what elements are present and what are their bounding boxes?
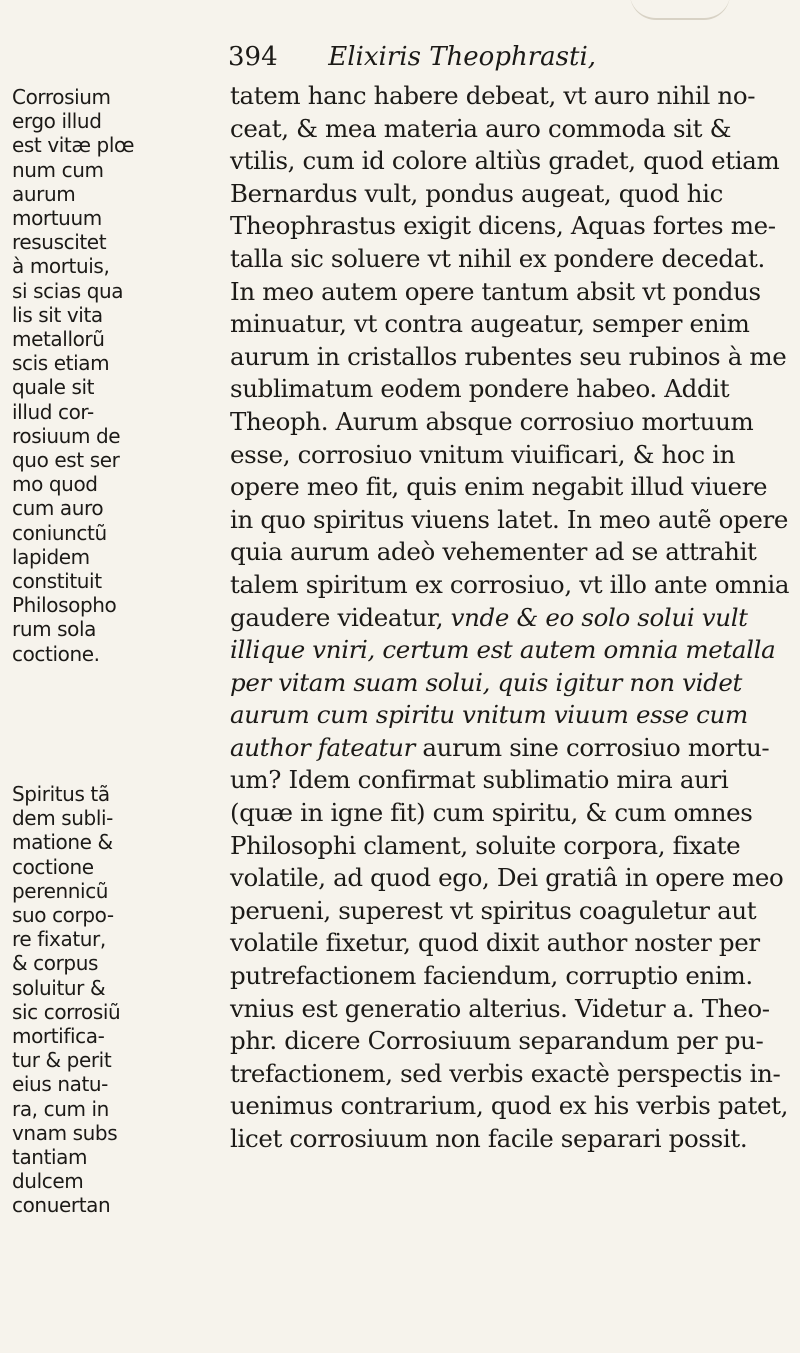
marginal-note-line: vnam subs [12, 1120, 118, 1145]
text-segment: opere meo fit, quis enim negabit illud viuere [230, 472, 768, 502]
text-segment: tatem hanc habere debeat, vt auro nihil no- [230, 81, 756, 110]
text-line [230, 960, 790, 993]
marginal-note-line: perennicũ [12, 878, 109, 903]
text-line [230, 1090, 790, 1123]
text-segment: vtilis, cum id colore altiùs gradet, quod etiam [230, 146, 780, 176]
text-segment: talla sic soluere vt nihil ex pondere decedat. [230, 243, 765, 273]
marginal-note-line: lis sit vita [12, 302, 103, 327]
marginal-note-line: quale sit [12, 375, 95, 400]
text-line [230, 373, 790, 406]
text-segment: esse, corrosiuo vnitum viuificari, & hoc in [230, 439, 736, 469]
text-line [230, 308, 790, 341]
text-segment: (quæ in igne fit) cum spiritu, & cum omnes [230, 798, 753, 828]
marginal-note-line: dulcem [12, 1169, 84, 1194]
text-line [230, 80, 790, 113]
text-line [230, 895, 790, 928]
text-segment: putrefactionem faciendum, corruptio enim. [230, 961, 753, 991]
marginal-note-line: constituit [12, 569, 102, 594]
text-line [230, 602, 790, 635]
text-line [230, 113, 790, 146]
text-line [230, 471, 790, 504]
text-line [230, 243, 790, 276]
marginal-note-corrosium [12, 85, 212, 666]
text-segment: In meo autem opere tantum absit vt pondus [230, 276, 761, 306]
text-line [230, 569, 790, 602]
text-line [230, 862, 790, 895]
italic-text-segment: illique vniri, certum est autem omnia metalla [230, 635, 776, 665]
marginal-note-line: est vitæ plœ [12, 133, 135, 158]
text-line [230, 1025, 790, 1058]
marginal-note-line: coctione [12, 854, 94, 879]
text-line [230, 406, 790, 439]
text-line [230, 797, 790, 830]
text-line [230, 341, 790, 374]
marginal-note-line: coctione. [12, 641, 100, 666]
text-segment: Theoph. Aurum absque corrosiuo mortuum [230, 406, 754, 436]
marginal-note-line: suo corpo- [12, 903, 114, 928]
marginal-note-line: scis etiam [12, 351, 110, 376]
marginal-note-line: eius natu- [12, 1072, 108, 1097]
marginal-note-line: num cum [12, 157, 104, 182]
italic-text-segment: author fateatur [230, 732, 415, 762]
text-line [230, 536, 790, 569]
marginal-note-line: resuscitet [12, 230, 107, 255]
marginal-note-line: Spiritus tã [12, 782, 110, 806]
italic-text-segment: aurum cum spiritu vnitum viuum esse cum [230, 700, 748, 730]
text-line [230, 667, 790, 700]
text-segment: talem spiritum ex corrosiuo, vt illo ante omnia [230, 569, 790, 599]
italic-text-segment: per vitam suam solui, quis igitur non videt [230, 667, 743, 697]
marginal-note-line: conuertan [12, 1193, 111, 1218]
page-smudge [630, 0, 730, 20]
running-head [228, 42, 748, 72]
marginal-note-line: tantiam [12, 1145, 88, 1170]
text-segment: Theophrastus exigit dicens, Aquas fortes me- [230, 211, 776, 241]
italic-text-segment: vnde & eo solo solui vult [450, 602, 748, 632]
text-segment: aurum in cristallos rubentes seu rubinos à me [230, 341, 787, 371]
marginal-note-line: quo est ser [12, 448, 120, 473]
text-segment: volatile fixetur, quod dixit author noster per [230, 928, 760, 958]
marginal-note-line: Philosopho [12, 593, 117, 618]
text-segment: trefactionem, sed verbis exactè perspectis in- [230, 1058, 781, 1088]
text-line [230, 699, 790, 732]
marginal-note-line: illud cor- [12, 399, 94, 424]
text-segment: minuatur, vt contra augeatur, semper enim [230, 309, 750, 339]
page-number: 394 [228, 42, 278, 72]
marginal-note-line: lapidem [12, 544, 90, 569]
marginal-note-line: rosiuum de [12, 423, 121, 448]
marginal-note-line: cum auro [12, 496, 104, 521]
text-line [230, 178, 790, 211]
marginal-note-line: rum sola [12, 617, 97, 642]
marginal-note-line: & corpus [12, 951, 98, 976]
marginal-note-line: aurum [12, 181, 76, 206]
text-line [230, 1058, 790, 1091]
text-segment: um? Idem confirmat sublimatio mira auri [230, 765, 729, 795]
running-title: Elixiris Theophrasti, [328, 42, 597, 72]
text-segment: vnius est generatio alterius. Videtur a. Theo- [230, 993, 770, 1023]
marginal-note-line: sic corrosiũ [12, 999, 121, 1024]
text-line [230, 993, 790, 1026]
text-segment: Philosophi clament, soluite corpora, fixate [230, 830, 741, 860]
text-line [230, 276, 790, 309]
text-line [230, 504, 790, 537]
text-segment: in quo spiritus viuens latet. In meo autẽ opere [230, 504, 789, 534]
marginal-note-line: mortuum [12, 206, 102, 231]
marginal-note-line: re fixatur, [12, 927, 106, 952]
text-line [230, 1123, 790, 1156]
marginal-note-line: metallorũ [12, 327, 105, 352]
text-segment: ceat, & mea materia auro commoda sit & [230, 113, 732, 143]
marginal-note-line: à mortuis, [12, 254, 110, 279]
text-line [230, 634, 790, 667]
marginal-note-line: mo quod [12, 472, 98, 497]
marginal-note-line: tur & perit [12, 1048, 112, 1073]
text-segment: perueni, superest vt spiritus coaguletur aut [230, 895, 757, 925]
text-line [230, 830, 790, 863]
text-segment: aurum sine corrosiuo mortu- [414, 732, 770, 762]
marginal-note-line: dem subli- [12, 806, 113, 831]
text-segment: Bernardus vult, pondus augeat, quod hic [230, 178, 724, 208]
text-segment: licet corrosiuum non facile separari possit. [230, 1124, 748, 1153]
marginal-note-line: ergo illud [12, 109, 102, 134]
text-segment: gaudere videatur, [230, 602, 451, 632]
main-text-block [230, 80, 790, 1156]
marginal-note-line: coniunctũ [12, 520, 107, 545]
text-line [230, 439, 790, 472]
text-segment: quia aurum adeò vehementer ad se attrahit [230, 537, 757, 567]
text-line [230, 210, 790, 243]
marginal-note-spiritus [12, 782, 212, 1218]
marginal-note-line: matione & [12, 830, 113, 855]
marginal-note-line: ra, cum in [12, 1096, 109, 1121]
marginal-note-line: Corrosium [12, 85, 111, 109]
marginal-note-line: si scias qua [12, 278, 124, 303]
text-line [230, 764, 790, 797]
marginal-note-line: mortifica- [12, 1024, 105, 1049]
text-segment: phr. dicere Corrosiuum separandum per pu- [230, 1026, 764, 1056]
text-line [230, 145, 790, 178]
text-segment: sublimatum eodem pondere habeo. Addit [230, 374, 730, 404]
marginal-note-line: soluitur & [12, 975, 106, 1000]
text-line [230, 927, 790, 960]
text-segment: uenimus contrarium, quod ex his verbis patet, [230, 1091, 789, 1121]
text-segment: volatile, ad quod ego, Dei gratiâ in opere meo [230, 863, 784, 893]
text-line [230, 732, 790, 765]
